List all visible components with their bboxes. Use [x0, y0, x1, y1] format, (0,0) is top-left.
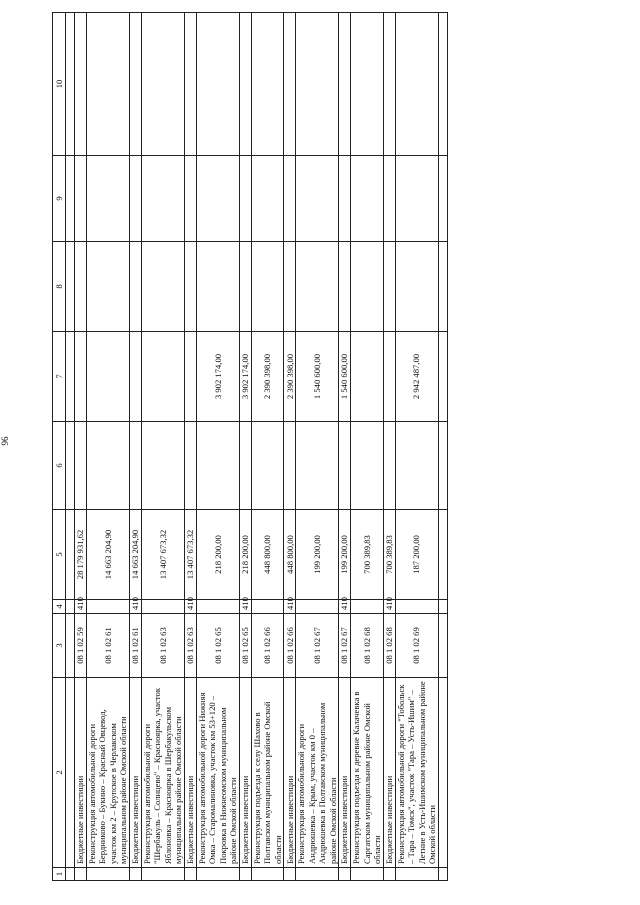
- description-cell: Бюджетные инвестиции: [129, 678, 141, 868]
- amount-col5-cell: 218 200,00: [239, 510, 251, 600]
- amount-col7-cell: 2 942 487,00: [395, 332, 438, 422]
- amount-col8-cell: [184, 242, 196, 332]
- amount-col9-cell: [141, 156, 184, 242]
- amount-col10-cell: [251, 13, 283, 156]
- project-row: [251, 13, 283, 881]
- header-cell: 3: [53, 614, 66, 678]
- amount-col7-cell: 1 540 600,00: [296, 332, 339, 422]
- amount-col8-cell: [351, 242, 383, 332]
- empty-cell: [438, 614, 447, 678]
- amount-col9-cell: [129, 156, 141, 242]
- empty-cell: [438, 156, 447, 242]
- amount-col8-cell: [339, 242, 351, 332]
- description-cell: Реконструкция автомобильной дороги "Тобольск – Тара – Томск", участок "Тара – Усть-Ишим" – Летние в Усть-Ишимском муниципальном районе Омской области: [395, 678, 438, 868]
- amount-col10-cell: [87, 13, 130, 156]
- empty-cell: [66, 510, 75, 600]
- header-cell: 1: [53, 868, 66, 881]
- empty-cell: [66, 156, 75, 242]
- amount-col10-cell: [383, 13, 395, 156]
- amount-col6-cell: [296, 422, 339, 510]
- description-cell: Реконструкция автомобильной дороги Нижняя Омка – Старомалиновка, участок км 53+120 – Покровка в Нижнеомском муниципальном районе Омской области: [196, 678, 239, 868]
- description-cell: Бюджетные инвестиции: [184, 678, 196, 868]
- subtotal-row: [239, 13, 251, 881]
- expense-type-cell: [395, 600, 438, 614]
- amount-col9-cell: [184, 156, 196, 242]
- index-cell: [239, 868, 251, 881]
- description-cell: Бюджетные инвестиции: [339, 678, 351, 868]
- expense-type-cell: 410: [383, 600, 395, 614]
- amount-col8-cell: [251, 242, 283, 332]
- amount-col10-cell: [239, 13, 251, 156]
- empty-cell: [66, 332, 75, 422]
- index-cell: [339, 868, 351, 881]
- amount-col5-cell: 700 389,83: [383, 510, 395, 600]
- amount-col6-cell: [129, 422, 141, 510]
- amount-col7-cell: [141, 332, 184, 422]
- amount-col9-cell: [239, 156, 251, 242]
- amount-col5-cell: 199 200,00: [296, 510, 339, 600]
- code-cell: 08 1 02 66: [251, 614, 283, 678]
- amount-col5-cell: 14 663 204,90: [129, 510, 141, 600]
- amount-col10-cell: [75, 13, 87, 156]
- description-cell: Бюджетные инвестиции: [383, 678, 395, 868]
- amount-col6-cell: [239, 422, 251, 510]
- expense-type-cell: [251, 600, 283, 614]
- expense-type-cell: 410: [339, 600, 351, 614]
- amount-col6-cell: [184, 422, 196, 510]
- subtotal-row: [75, 13, 87, 881]
- empty-cell: [66, 614, 75, 678]
- amount-col6-cell: [251, 422, 283, 510]
- amount-col6-cell: [196, 422, 239, 510]
- expense-type-cell: 410: [184, 600, 196, 614]
- amount-col7-cell: [184, 332, 196, 422]
- index-cell: [141, 868, 184, 881]
- expense-type-cell: [141, 600, 184, 614]
- amount-col6-cell: [383, 422, 395, 510]
- index-cell: [129, 868, 141, 881]
- header-row: [53, 13, 66, 881]
- empty-cell: [438, 868, 447, 881]
- code-cell: 08 1 02 67: [296, 614, 339, 678]
- amount-col9-cell: [296, 156, 339, 242]
- amount-col8-cell: [196, 242, 239, 332]
- empty-cell: [66, 600, 75, 614]
- empty-cell: [66, 422, 75, 510]
- empty-cell: [66, 242, 75, 332]
- empty-cell: [438, 678, 447, 868]
- amount-col7-cell: [75, 332, 87, 422]
- code-cell: 08 1 02 59: [75, 614, 87, 678]
- empty-cell: [438, 242, 447, 332]
- empty-cell: [66, 868, 75, 881]
- amount-col5-cell: 448 800,00: [284, 510, 296, 600]
- expense-type-cell: 410: [129, 600, 141, 614]
- amount-col10-cell: [196, 13, 239, 156]
- header-cell: 7: [53, 332, 66, 422]
- amount-col10-cell: [184, 13, 196, 156]
- subtotal-row: [284, 13, 296, 881]
- amount-col8-cell: [383, 242, 395, 332]
- project-row: [141, 13, 184, 881]
- amount-col10-cell: [395, 13, 438, 156]
- amount-col5-cell: 13 407 673,32: [184, 510, 196, 600]
- index-cell: [75, 868, 87, 881]
- amount-col7-cell: 3 902 174,00: [196, 332, 239, 422]
- amount-col9-cell: [196, 156, 239, 242]
- expense-type-cell: [196, 600, 239, 614]
- amount-col10-cell: [284, 13, 296, 156]
- description-cell: Бюджетные инвестиции: [284, 678, 296, 868]
- amount-col8-cell: [296, 242, 339, 332]
- description-cell: Реконструкция подъезда к селу Шахово в Полтавском муниципальном районе Омской области: [251, 678, 283, 868]
- budget-table: [52, 12, 448, 881]
- amount-col6-cell: [339, 422, 351, 510]
- expense-type-cell: 410: [75, 600, 87, 614]
- amount-col8-cell: [141, 242, 184, 332]
- description-cell: Реконструкция автомобильной дороги Андрюшевка – Крым, участок км 0 – Андрюшевка в Полтавском муниципальном районе Омской области: [296, 678, 339, 868]
- amount-col6-cell: [351, 422, 383, 510]
- project-row: [351, 13, 383, 881]
- amount-col7-cell: 3 902 174,00: [239, 332, 251, 422]
- header-cell: 4: [53, 600, 66, 614]
- amount-col9-cell: [251, 156, 283, 242]
- amount-col10-cell: [129, 13, 141, 156]
- amount-col9-cell: [87, 156, 130, 242]
- subtotal-row: [184, 13, 196, 881]
- amount-col10-cell: [351, 13, 383, 156]
- amount-col5-cell: 14 663 204,90: [87, 510, 130, 600]
- amount-col9-cell: [75, 156, 87, 242]
- amount-col5-cell: 218 200,00: [196, 510, 239, 600]
- empty-cell: [438, 13, 447, 156]
- amount-col8-cell: [129, 242, 141, 332]
- spacer-row: [438, 13, 447, 881]
- page-number: 96: [0, 436, 10, 446]
- amount-col8-cell: [395, 242, 438, 332]
- amount-col7-cell: [351, 332, 383, 422]
- project-row: [395, 13, 438, 881]
- amount-col10-cell: [339, 13, 351, 156]
- amount-col9-cell: [395, 156, 438, 242]
- code-cell: 08 1 02 68: [351, 614, 383, 678]
- description-cell: Бюджетные инвестиции: [75, 678, 87, 868]
- description-cell: Реконструкция автомобильной дороги "Шербакуль – Солнцево" – Красноярка, участок Яблоновка – Красноярка в Шербакульском муниципальном районе Омской области: [141, 678, 184, 868]
- amount-col10-cell: [296, 13, 339, 156]
- amount-col6-cell: [87, 422, 130, 510]
- code-cell: 08 1 02 68: [383, 614, 395, 678]
- amount-col6-cell: [141, 422, 184, 510]
- index-cell: [284, 868, 296, 881]
- amount-col5-cell: 700 389,83: [351, 510, 383, 600]
- expense-type-cell: 410: [284, 600, 296, 614]
- amount-col5-cell: 28 179 931,62: [75, 510, 87, 600]
- amount-col7-cell: 2 390 398,00: [251, 332, 283, 422]
- header-cell: 2: [53, 678, 66, 868]
- project-row: [196, 13, 239, 881]
- project-row: [87, 13, 130, 881]
- empty-cell: [66, 678, 75, 868]
- code-cell: 08 1 02 69: [395, 614, 438, 678]
- description-cell: Бюджетные инвестиции: [239, 678, 251, 868]
- index-cell: [296, 868, 339, 881]
- header-cell: 9: [53, 156, 66, 242]
- amount-col8-cell: [239, 242, 251, 332]
- expense-type-cell: [351, 600, 383, 614]
- amount-col5-cell: 13 407 673,32: [141, 510, 184, 600]
- amount-col8-cell: [284, 242, 296, 332]
- amount-col9-cell: [383, 156, 395, 242]
- amount-col9-cell: [351, 156, 383, 242]
- code-cell: 08 1 02 65: [239, 614, 251, 678]
- amount-col7-cell: [87, 332, 130, 422]
- header-cell: 10: [53, 13, 66, 156]
- project-row: [296, 13, 339, 881]
- table-body: [53, 13, 448, 881]
- amount-col7-cell: [383, 332, 395, 422]
- amount-col9-cell: [284, 156, 296, 242]
- subtotal-row: [129, 13, 141, 881]
- index-cell: [395, 868, 438, 881]
- amount-col6-cell: [75, 422, 87, 510]
- index-cell: [184, 868, 196, 881]
- subtotal-row: [383, 13, 395, 881]
- expense-type-cell: [296, 600, 339, 614]
- expense-type-cell: 410: [239, 600, 251, 614]
- description-cell: Реконструкция автомобильной дороги Бердниково – Букино – Красный Овцевод, участок км 2 – Крупское в Черлакском муниципальном районе Омской области: [87, 678, 130, 868]
- header-cell: 5: [53, 510, 66, 600]
- rotated-table-container: [52, 13, 612, 881]
- amount-col6-cell: [284, 422, 296, 510]
- index-cell: [251, 868, 283, 881]
- index-cell: [383, 868, 395, 881]
- index-cell: [87, 868, 130, 881]
- code-cell: 08 1 02 61: [87, 614, 130, 678]
- header-cell: 8: [53, 242, 66, 332]
- empty-cell: [438, 600, 447, 614]
- amount-col8-cell: [87, 242, 130, 332]
- spacer-row: [66, 13, 75, 881]
- amount-col7-cell: 1 540 600,00: [339, 332, 351, 422]
- empty-cell: [438, 422, 447, 510]
- amount-col5-cell: 199 200,00: [339, 510, 351, 600]
- description-cell: Реконструкция подъезда к деревне Калачевка в Саргатском муниципальном районе Омской области: [351, 678, 383, 868]
- index-cell: [196, 868, 239, 881]
- empty-cell: [438, 332, 447, 422]
- index-cell: [351, 868, 383, 881]
- subtotal-row: [339, 13, 351, 881]
- amount-col9-cell: [339, 156, 351, 242]
- amount-col5-cell: 187 200,00: [395, 510, 438, 600]
- amount-col7-cell: [129, 332, 141, 422]
- expense-type-cell: [87, 600, 130, 614]
- code-cell: 08 1 02 63: [141, 614, 184, 678]
- header-cell: 6: [53, 422, 66, 510]
- code-cell: 08 1 02 63: [184, 614, 196, 678]
- code-cell: 08 1 02 61: [129, 614, 141, 678]
- code-cell: 08 1 02 65: [196, 614, 239, 678]
- amount-col7-cell: 2 390 398,00: [284, 332, 296, 422]
- empty-cell: [66, 13, 75, 156]
- amount-col5-cell: 448 800,00: [251, 510, 283, 600]
- amount-col10-cell: [141, 13, 184, 156]
- code-cell: 08 1 02 67: [339, 614, 351, 678]
- code-cell: 08 1 02 66: [284, 614, 296, 678]
- amount-col8-cell: [75, 242, 87, 332]
- amount-col6-cell: [395, 422, 438, 510]
- empty-cell: [438, 510, 447, 600]
